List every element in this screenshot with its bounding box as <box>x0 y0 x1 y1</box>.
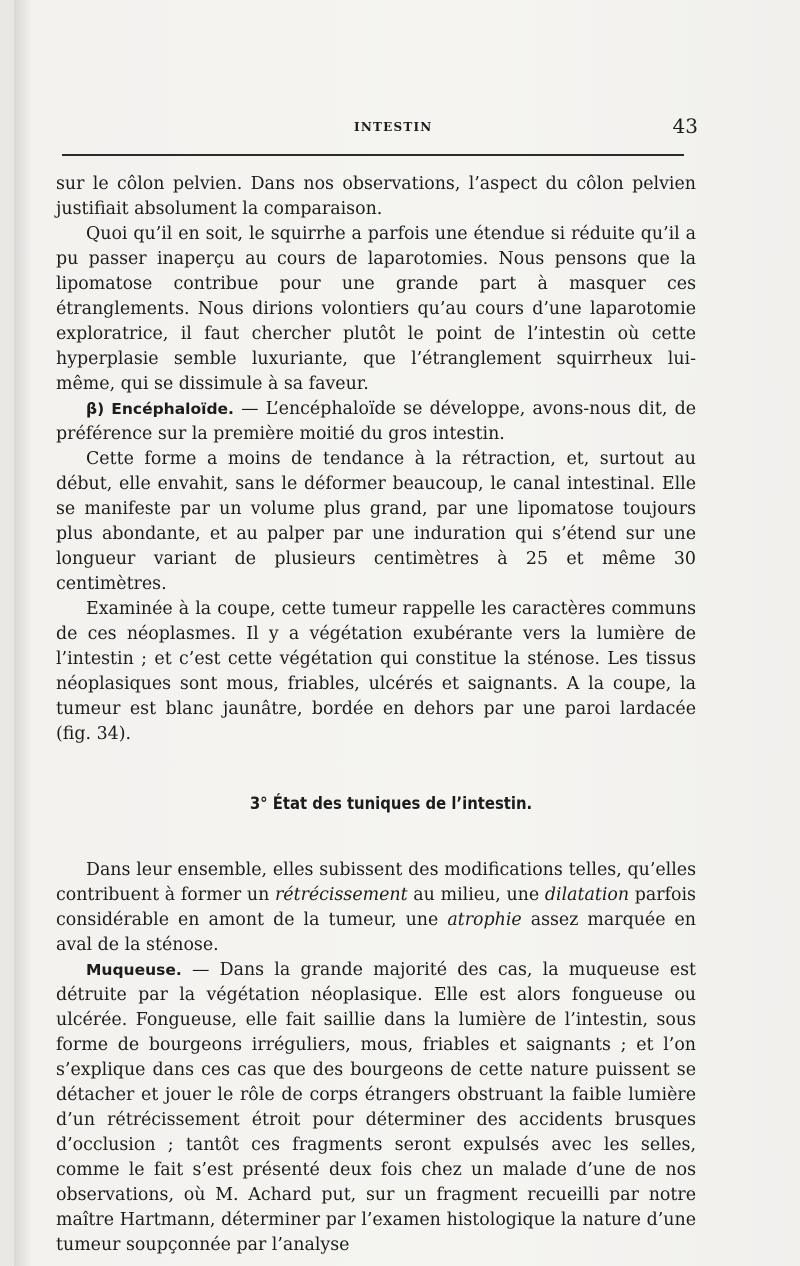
running-title: INTESTIN <box>354 120 433 134</box>
run-in-heading-encephaloide: β) Encéphaloïde. <box>86 400 234 418</box>
emphasis-dilatation: dilatation <box>544 885 630 905</box>
paragraph-forme: Cette forme a moins de tendance à la rétraction, et, surtout au début, elle envahit, sans le déformer beaucoup, le canal intestinal. Elle se manifeste par un volume plus grand, par une lipomatose toujours plus abondante, et au palper par une induration qui s’étend sur une longueur variant de plusieurs centimètres à 25 et même 30 centimètres. <box>56 449 696 594</box>
body-text <box>56 172 696 1258</box>
paragraph-squirrhe: Quoi qu’il en soit, le squirrhe a parfois une étendue si réduite qu’il a pu passer inaperçu au cours de laparotomies. Nous pensons que la lipomatose contribue pour une grande part à masquer ces étranglements. Nous dirions volontiers qu’au cours d’une laparotomie exploratrice, il faut chercher plutôt le point de l’intestin où cette hyperplasie semble luxuriante, que l’étranglement squirrheux lui-même, qui se dissimule à sa faveur. <box>56 224 696 394</box>
paragraph-coupe: Examinée à la coupe, cette tumeur rappelle les caractères communs de ces néoplasmes. Il y a végétation exubérante vers la lumière de l’intestin ; et c’est cette végétation qui constitue la sténose. Les tissus néoplasiques sont mous, friables, ulcérés et saignants. A la coupe, la tumeur est blanc jaunâtre, bordée en dehors par une paroi lardacée (fig. 34). <box>56 599 696 744</box>
paragraph-text: — Dans la grande majorité des cas, la muqueuse est détruite par la végétation néoplasique. Elle est alors fongueuse ou ulcérée. Fongueuse, elle fait saillie dans la lumière de l’intestin, sous forme de bourgeons irréguliers, mous, friables et saignants ; et l’on s’explique dans ces cas que des bourgeons de cette nature puissent se détacher et jouer le rôle de corps étrangers obstruant la faible lumière d’un rétrécissement étroit pour déterminer des accidents brusques d’occlusion ; tantôt ces fragments seront expulsés avec les selles, comme le fait s’est présenté deux fois chez un malade d’une de nos observations, où M. Achard put, sur un fragment recueilli par notre maître Hartmann, déterminer par l’examen histologique la nature d’une tumeur soupçonnée par l’analyse <box>56 960 696 1255</box>
page-number: 43 <box>672 114 698 138</box>
paragraph-encephaloide <box>56 397 696 447</box>
text-run: au milieu, une <box>407 885 545 905</box>
text-run: Dans leur ensemble, elles subissent des modifications telles, qu’elles contribuent à former un <box>56 860 696 905</box>
paragraph-ensemble <box>56 858 696 958</box>
section-heading: 3° État des tuniques de l’intestin. <box>249 794 533 813</box>
emphasis-retrecissement: rétrécissement <box>274 885 408 905</box>
run-in-heading-muqueuse: Muqueuse. <box>86 961 182 979</box>
text-run: assez marquée en aval de la sténose. <box>56 910 697 955</box>
emphasis-atrophie: atrophie <box>447 910 522 930</box>
page-header <box>82 114 702 142</box>
paragraph-text: — L’encéphaloïde se développe, avons-nous dit, de préférence sur la première moitié du gros intestin. <box>56 399 696 444</box>
header-rule <box>62 154 684 156</box>
text-run: parfois considérable en amont de la tumeur, une <box>56 885 696 930</box>
paragraph-continuation: sur le côlon pelvien. Dans nos observations, l’aspect du côlon pelvien justifiait absolument la comparaison. <box>56 174 696 219</box>
paragraph-muqueuse <box>56 958 696 1258</box>
